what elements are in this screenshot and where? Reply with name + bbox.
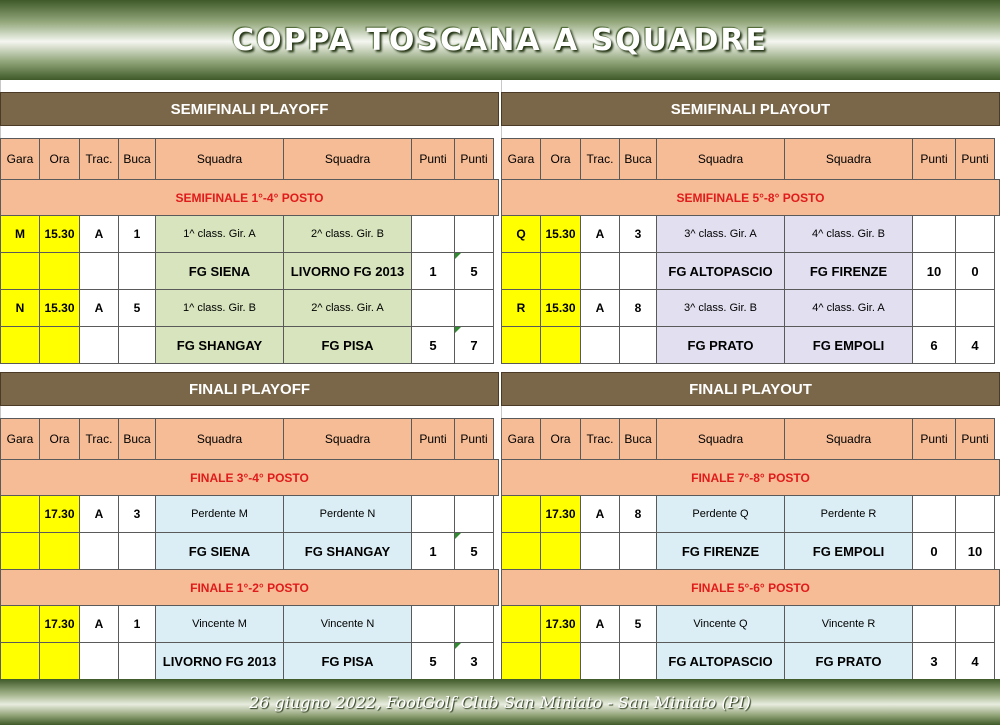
col-punti-1: Punti [411,138,455,180]
slot-cell: Perdente N [283,495,412,533]
column-header-row [0,138,499,179]
empty-cell [79,642,119,680]
slot-cell: 1^ class. Gir. A [155,215,284,253]
buca-cell: 5 [619,605,657,643]
col-trac: Trac. [79,138,119,180]
gara-cell [501,605,541,643]
team-cell: FG SIENA [155,532,284,570]
table-row [501,495,1000,532]
empty-cell [411,289,455,327]
empty-cell [501,532,541,570]
sub-header: FINALE 5°-6° POSTO [501,569,1000,606]
col-gara: Gara [0,418,40,460]
col-punti-1: Punti [411,418,455,460]
col-squadra-1: Squadra [155,418,284,460]
empty-cell [580,326,620,364]
spacer [0,80,499,92]
col-ora: Ora [540,418,581,460]
col-punti-1: Punti [912,138,956,180]
team-cell: FG EMPOLI [784,532,913,570]
trac-cell: A [79,605,119,643]
slot-cell: 2^ class. Gir. B [283,215,412,253]
score-cell: 0 [955,252,995,290]
team-cell: FG FIRENZE [784,252,913,290]
empty-cell [955,215,995,253]
score-cell: 10 [955,532,995,570]
empty-cell [454,215,494,253]
empty-cell [411,605,455,643]
ora-cell: 15.30 [540,289,581,327]
team-cell: FG FIRENZE [656,532,785,570]
column-header-row [501,418,1000,459]
sub-header: FINALE 7°-8° POSTO [501,459,1000,496]
semifinali-playoff-panel [0,80,499,363]
spacer [501,80,1000,92]
table-row [501,532,1000,569]
empty-cell [580,252,620,290]
col-buca: Buca [118,138,156,180]
empty-cell [501,326,541,364]
empty-cell [540,326,581,364]
col-squadra-1: Squadra [656,418,785,460]
trac-cell: A [580,605,620,643]
team-cell: LIVORNO FG 2013 [155,642,284,680]
col-squadra-2: Squadra [283,418,412,460]
trac-cell: A [580,289,620,327]
col-punti-2: Punti [955,138,995,180]
table-row [501,215,1000,252]
empty-cell [619,326,657,364]
slot-cell: Vincente N [283,605,412,643]
sub-header: SEMIFINALE 1°-4° POSTO [0,179,499,216]
score-cell: 0 [912,532,956,570]
table-row [0,605,499,642]
empty-cell [540,532,581,570]
score-cell: 3 [912,642,956,680]
empty-cell [955,495,995,533]
table-row [0,252,499,289]
ora-cell: 15.30 [39,289,80,327]
col-buca: Buca [118,418,156,460]
slot-cell: 4^ class. Gir. B [784,215,913,253]
empty-cell [79,326,119,364]
empty-cell [619,532,657,570]
slot-cell: 3^ class. Gir. B [656,289,785,327]
section-header: FINALI PLAYOUT [501,372,1000,406]
ora-cell: 15.30 [39,215,80,253]
slot-cell: Perdente M [155,495,284,533]
section-header: SEMIFINALI PLAYOUT [501,92,1000,126]
table-row [501,289,1000,326]
empty-cell [912,215,956,253]
empty-cell [619,252,657,290]
empty-cell [39,642,80,680]
score-cell: 5 [411,642,455,680]
sub-header: SEMIFINALE 5°-8° POSTO [501,179,1000,216]
ora-cell: 17.30 [39,495,80,533]
empty-cell [79,532,119,570]
empty-cell [540,642,581,680]
col-ora: Ora [39,138,80,180]
table-row [0,326,499,363]
slot-cell: Vincente Q [656,605,785,643]
empty-cell [0,642,40,680]
score-cell: 5 [411,326,455,364]
table-row [501,642,1000,679]
title-banner [0,0,1000,80]
spacer [501,406,1000,418]
score-cell: 4 [955,642,995,680]
buca-cell: 1 [118,215,156,253]
col-gara: Gara [501,418,541,460]
col-ora: Ora [540,138,581,180]
gara-cell: Q [501,215,541,253]
col-ora: Ora [39,418,80,460]
buca-cell: 1 [118,605,156,643]
score-cell: 7 [454,326,494,364]
empty-cell [912,605,956,643]
trac-cell: A [79,495,119,533]
column-header-row [0,418,499,459]
footer-banner [0,679,1000,725]
team-cell: FG PISA [283,642,412,680]
score-cell: 4 [955,326,995,364]
col-squadra-2: Squadra [784,418,913,460]
empty-cell [411,215,455,253]
empty-cell [454,289,494,327]
team-cell: FG PRATO [784,642,913,680]
table-row [0,495,499,532]
empty-cell [501,252,541,290]
col-squadra-2: Squadra [283,138,412,180]
score-cell: 1 [411,532,455,570]
gara-cell: R [501,289,541,327]
col-punti-2: Punti [454,138,494,180]
team-cell: FG SIENA [155,252,284,290]
empty-cell [955,605,995,643]
col-punti-2: Punti [955,418,995,460]
table-row [0,532,499,569]
spacer [0,406,499,418]
buca-cell: 3 [118,495,156,533]
gara-cell: N [0,289,40,327]
empty-cell [501,642,541,680]
buca-cell: 8 [619,289,657,327]
empty-cell [118,252,156,290]
semifinali-playout-panel [501,80,1000,363]
col-squadra-2: Squadra [784,138,913,180]
table-row [0,642,499,679]
slot-cell: Vincente R [784,605,913,643]
trac-cell: A [580,215,620,253]
empty-cell [39,252,80,290]
empty-cell [79,252,119,290]
buca-cell: 3 [619,215,657,253]
table-row [0,289,499,326]
team-cell: FG ALTOPASCIO [656,252,785,290]
ora-cell: 17.30 [540,495,581,533]
finali-playout-panel [501,372,1000,679]
empty-cell [619,642,657,680]
empty-cell [454,495,494,533]
empty-cell [39,532,80,570]
col-trac: Trac. [580,418,620,460]
score-cell: 5 [454,532,494,570]
table-row [501,605,1000,642]
section-header: FINALI PLAYOFF [0,372,499,406]
ora-cell: 15.30 [540,215,581,253]
empty-cell [912,495,956,533]
empty-cell [118,642,156,680]
slot-cell: 4^ class. Gir. A [784,289,913,327]
trac-cell: A [79,215,119,253]
empty-cell [118,326,156,364]
gara-cell [0,605,40,643]
col-gara: Gara [0,138,40,180]
col-buca: Buca [619,418,657,460]
empty-cell [0,252,40,290]
empty-cell [0,326,40,364]
table-row [501,252,1000,289]
empty-cell [118,532,156,570]
empty-cell [0,532,40,570]
team-cell: FG PISA [283,326,412,364]
empty-cell [912,289,956,327]
slot-cell: Perdente Q [656,495,785,533]
empty-cell [454,605,494,643]
col-trac: Trac. [79,418,119,460]
gara-cell: M [0,215,40,253]
empty-cell [955,289,995,327]
score-cell: 5 [454,252,494,290]
finali-playoff-panel [0,372,499,679]
section-header: SEMIFINALI PLAYOFF [0,92,499,126]
col-punti-1: Punti [912,418,956,460]
footer-text: 26 giugno 2022, FootGolf Club San Miniato - San Miniato (PI) [249,692,751,712]
slot-cell: 2^ class. Gir. A [283,289,412,327]
column-header-row [501,138,1000,179]
slot-cell: Perdente R [784,495,913,533]
spacer [501,126,1000,138]
col-squadra-1: Squadra [155,138,284,180]
empty-cell [39,326,80,364]
buca-cell: 8 [619,495,657,533]
empty-cell [580,532,620,570]
slot-cell: Vincente M [155,605,284,643]
empty-cell [540,252,581,290]
table-row [501,326,1000,363]
sub-header: FINALE 1°-2° POSTO [0,569,499,606]
score-cell: 3 [454,642,494,680]
page-title: COPPA TOSCANA A SQUADRE [232,22,768,58]
empty-cell [411,495,455,533]
team-cell: FG SHANGAY [283,532,412,570]
slot-cell: 3^ class. Gir. A [656,215,785,253]
ora-cell: 17.30 [540,605,581,643]
table-row [0,215,499,252]
col-trac: Trac. [580,138,620,180]
buca-cell: 5 [118,289,156,327]
spacer [0,126,499,138]
slot-cell: 1^ class. Gir. B [155,289,284,327]
team-cell: FG SHANGAY [155,326,284,364]
trac-cell: A [79,289,119,327]
empty-cell [580,642,620,680]
col-punti-2: Punti [454,418,494,460]
ora-cell: 17.30 [39,605,80,643]
col-gara: Gara [501,138,541,180]
team-cell: FG ALTOPASCIO [656,642,785,680]
gara-cell [501,495,541,533]
score-cell: 1 [411,252,455,290]
team-cell: FG PRATO [656,326,785,364]
sub-header: FINALE 3°-4° POSTO [0,459,499,496]
score-cell: 10 [912,252,956,290]
gara-cell [0,495,40,533]
col-buca: Buca [619,138,657,180]
col-squadra-1: Squadra [656,138,785,180]
team-cell: FG EMPOLI [784,326,913,364]
trac-cell: A [580,495,620,533]
team-cell: LIVORNO FG 2013 [283,252,412,290]
score-cell: 6 [912,326,956,364]
